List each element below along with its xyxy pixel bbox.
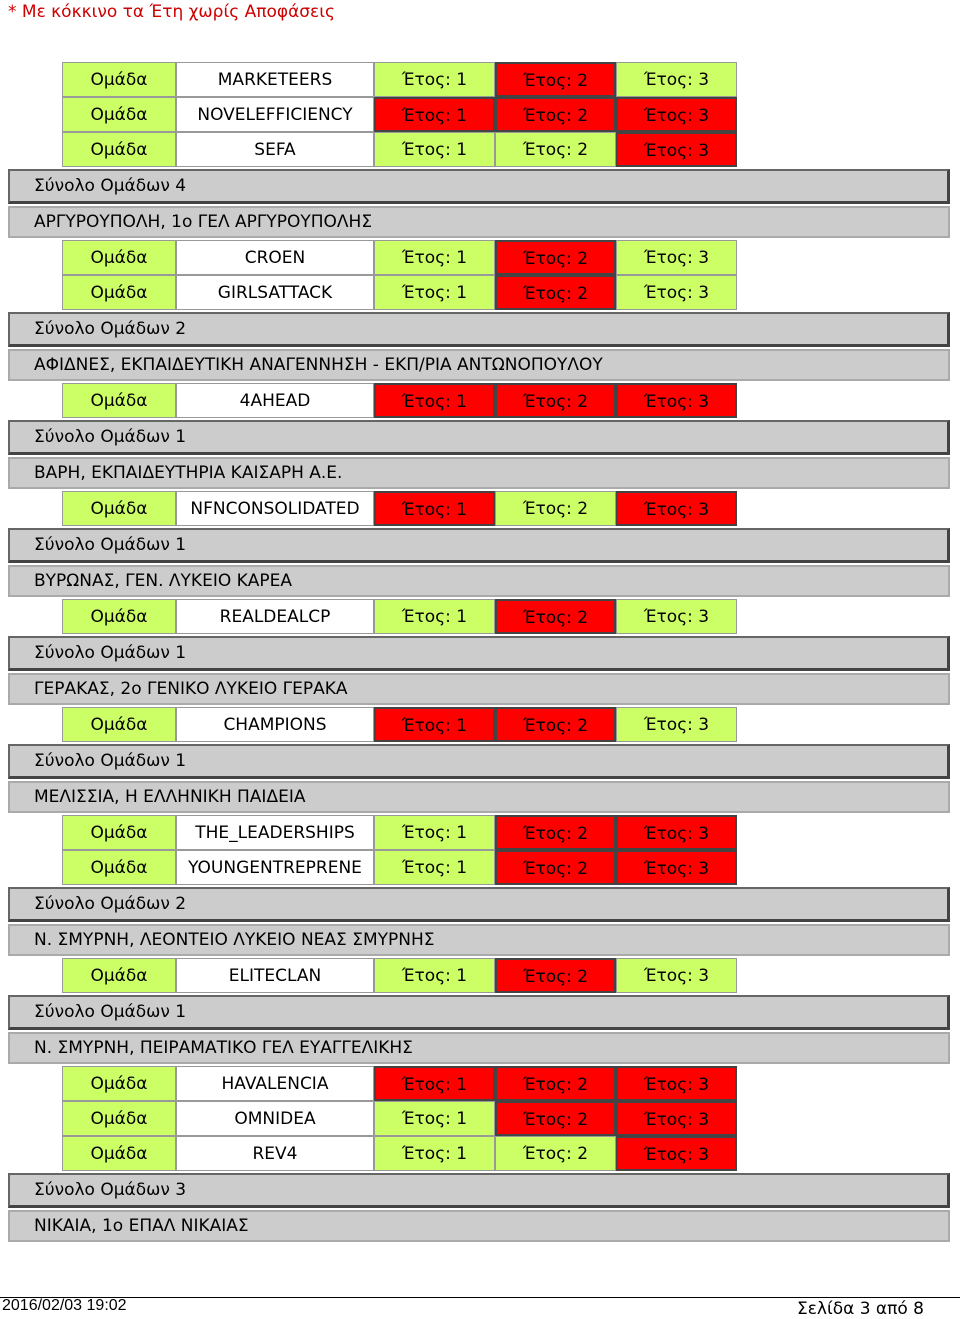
- year-1-cell: Έτος: 1: [374, 599, 495, 634]
- year-2-cell: Έτος: 2: [495, 958, 616, 993]
- team-count-total: Σύνολο Ομάδων 4: [8, 169, 950, 204]
- team-label-cell: Ομάδα: [62, 1066, 176, 1101]
- team-label-cell: Ομάδα: [62, 383, 176, 418]
- team-count-total: Σύνολο Ομάδων 3: [8, 1173, 950, 1208]
- team-count-total: Σύνολο Ομάδων 2: [8, 887, 950, 922]
- year-3-cell: Έτος: 3: [616, 62, 737, 97]
- year-1-cell: Έτος: 1: [374, 1101, 495, 1136]
- year-2-cell: Έτος: 2: [495, 491, 616, 526]
- school-header: Ν. ΣΜΥΡΝΗ, ΠΕΙΡΑΜΑΤΙΚΟ ΓΕΛ ΕΥΑΓΓΕΛΙΚΗΣ: [8, 1032, 950, 1064]
- team-row: [0, 707, 960, 742]
- year-1-cell: Έτος: 1: [374, 815, 495, 850]
- year-2-cell: Έτος: 2: [495, 132, 616, 167]
- legend-notice: * Με κόκκινο τα Έτη χωρίς Αποφάσεις: [8, 2, 335, 22]
- team-name-cell: SEFA: [176, 132, 374, 167]
- team-label-cell: Ομάδα: [62, 97, 176, 132]
- year-1-cell: Έτος: 1: [374, 132, 495, 167]
- school-header: Ν. ΣΜΥΡΝΗ, ΛΕΟΝΤΕΙΟ ΛΥΚΕΙΟ ΝΕΑΣ ΣΜΥΡΝΗΣ: [8, 924, 950, 956]
- team-label-cell: Ομάδα: [62, 491, 176, 526]
- team-name-cell: REV4: [176, 1136, 374, 1171]
- year-2-cell: Έτος: 2: [495, 97, 616, 132]
- team-row: [0, 850, 960, 885]
- team-row: [0, 1066, 960, 1101]
- team-count-total: Σύνολο Ομάδων 1: [8, 636, 950, 671]
- year-2-cell: Έτος: 2: [495, 62, 616, 97]
- year-3-cell: Έτος: 3: [616, 275, 737, 310]
- team-count-total: Σύνολο Ομάδων 1: [8, 744, 950, 779]
- year-2-cell: Έτος: 2: [495, 850, 616, 885]
- year-1-cell: Έτος: 1: [374, 275, 495, 310]
- year-2-cell: Έτος: 2: [495, 1136, 616, 1171]
- year-1-cell: Έτος: 1: [374, 97, 495, 132]
- team-label-cell: Ομάδα: [62, 1101, 176, 1136]
- year-3-cell: Έτος: 3: [616, 132, 737, 167]
- school-header: ΒΑΡΗ, ΕΚΠΑΙΔΕΥΤΗΡΙΑ ΚΑΙΣΑΡΗ Α.Ε.: [8, 457, 950, 489]
- year-3-cell: Έτος: 3: [616, 1136, 737, 1171]
- year-1-cell: Έτος: 1: [374, 383, 495, 418]
- team-row: [0, 275, 960, 310]
- report-rows: [0, 62, 960, 1244]
- team-row: [0, 62, 960, 97]
- team-name-cell: CHAMPIONS: [176, 707, 374, 742]
- team-row: [0, 97, 960, 132]
- team-name-cell: CROEN: [176, 240, 374, 275]
- year-3-cell: Έτος: 3: [616, 850, 737, 885]
- year-1-cell: Έτος: 1: [374, 1136, 495, 1171]
- team-name-cell: THE_LEADERSHIPS: [176, 815, 374, 850]
- school-header: ΑΡΓΥΡΟΥΠΟΛΗ, 1ο ΓΕΛ ΑΡΓΥΡΟΥΠΟΛΗΣ: [8, 206, 950, 238]
- team-row: [0, 491, 960, 526]
- school-header: ΜΕΛΙΣΣΙΑ, Η ΕΛΛΗΝΙΚΗ ΠΑΙΔΕΙΑ: [8, 781, 950, 813]
- year-1-cell: Έτος: 1: [374, 240, 495, 275]
- team-label-cell: Ομάδα: [62, 62, 176, 97]
- footer-divider: [0, 1297, 960, 1298]
- team-count-total: Σύνολο Ομάδων 2: [8, 312, 950, 347]
- footer-page-number: Σελίδα 3 από 8: [796, 1299, 924, 1319]
- team-row: [0, 132, 960, 167]
- team-label-cell: Ομάδα: [62, 1136, 176, 1171]
- year-3-cell: Έτος: 3: [616, 491, 737, 526]
- year-1-cell: Έτος: 1: [374, 62, 495, 97]
- team-label-cell: Ομάδα: [62, 850, 176, 885]
- team-row: [0, 815, 960, 850]
- year-3-cell: Έτος: 3: [616, 1101, 737, 1136]
- team-name-cell: REALDEALCP: [176, 599, 374, 634]
- team-count-total: Σύνολο Ομάδων 1: [8, 420, 950, 455]
- team-name-cell: OMNIDEA: [176, 1101, 374, 1136]
- year-3-cell: Έτος: 3: [616, 707, 737, 742]
- school-header: ΓΕΡΑΚΑΣ, 2ο ΓΕΝΙΚΟ ΛΥΚΕΙΟ ΓΕΡΑΚΑ: [8, 673, 950, 705]
- year-2-cell: Έτος: 2: [495, 1101, 616, 1136]
- team-name-cell: NFNCONSOLIDATED: [176, 491, 374, 526]
- team-row: [0, 1101, 960, 1136]
- year-3-cell: Έτος: 3: [616, 599, 737, 634]
- team-row: [0, 599, 960, 634]
- year-3-cell: Έτος: 3: [616, 958, 737, 993]
- year-2-cell: Έτος: 2: [495, 240, 616, 275]
- school-header: ΑΦΙΔΝΕΣ, ΕΚΠΑΙΔΕΥΤΙΚΗ ΑΝΑΓΕΝΝΗΣΗ - ΕΚΠ/ΡΙΑ ΑΝΤΩΝΟΠΟΥΛΟΥ: [8, 349, 950, 381]
- team-label-cell: Ομάδα: [62, 132, 176, 167]
- team-row: [0, 1136, 960, 1171]
- year-1-cell: Έτος: 1: [374, 491, 495, 526]
- team-name-cell: GIRLSATTACK: [176, 275, 374, 310]
- team-count-total: Σύνολο Ομάδων 1: [8, 995, 950, 1030]
- year-2-cell: Έτος: 2: [495, 1066, 616, 1101]
- team-name-cell: YOUNGENTREPRENE: [176, 850, 374, 885]
- year-2-cell: Έτος: 2: [495, 707, 616, 742]
- year-3-cell: Έτος: 3: [616, 1066, 737, 1101]
- school-header: ΒΥΡΩΝΑΣ, ΓΕΝ. ΛΥΚΕΙΟ ΚΑΡΕΑ: [8, 565, 950, 597]
- year-2-cell: Έτος: 2: [495, 815, 616, 850]
- team-count-total: Σύνολο Ομάδων 1: [8, 528, 950, 563]
- team-name-cell: 4AHEAD: [176, 383, 374, 418]
- team-label-cell: Ομάδα: [62, 707, 176, 742]
- year-2-cell: Έτος: 2: [495, 275, 616, 310]
- year-3-cell: Έτος: 3: [616, 240, 737, 275]
- team-label-cell: Ομάδα: [62, 275, 176, 310]
- team-name-cell: HAVALENCIA: [176, 1066, 374, 1101]
- team-label-cell: Ομάδα: [62, 958, 176, 993]
- team-name-cell: NOVELEFFICIENCY: [176, 97, 374, 132]
- year-1-cell: Έτος: 1: [374, 1066, 495, 1101]
- year-3-cell: Έτος: 3: [616, 383, 737, 418]
- year-2-cell: Έτος: 2: [495, 599, 616, 634]
- year-1-cell: Έτος: 1: [374, 850, 495, 885]
- year-2-cell: Έτος: 2: [495, 383, 616, 418]
- team-row: [0, 383, 960, 418]
- school-header: ΝΙΚΑΙΑ, 1ο ΕΠΑΛ ΝΙΚΑΙΑΣ: [8, 1210, 950, 1242]
- team-name-cell: ELITECLAN: [176, 958, 374, 993]
- team-row: [0, 958, 960, 993]
- team-label-cell: Ομάδα: [62, 240, 176, 275]
- team-row: [0, 240, 960, 275]
- team-name-cell: MARKETEERS: [176, 62, 374, 97]
- team-label-cell: Ομάδα: [62, 815, 176, 850]
- year-3-cell: Έτος: 3: [616, 97, 737, 132]
- year-1-cell: Έτος: 1: [374, 707, 495, 742]
- team-label-cell: Ομάδα: [62, 599, 176, 634]
- year-3-cell: Έτος: 3: [616, 815, 737, 850]
- footer-date: 2016/02/03 19:02: [2, 1297, 127, 1314]
- year-1-cell: Έτος: 1: [374, 958, 495, 993]
